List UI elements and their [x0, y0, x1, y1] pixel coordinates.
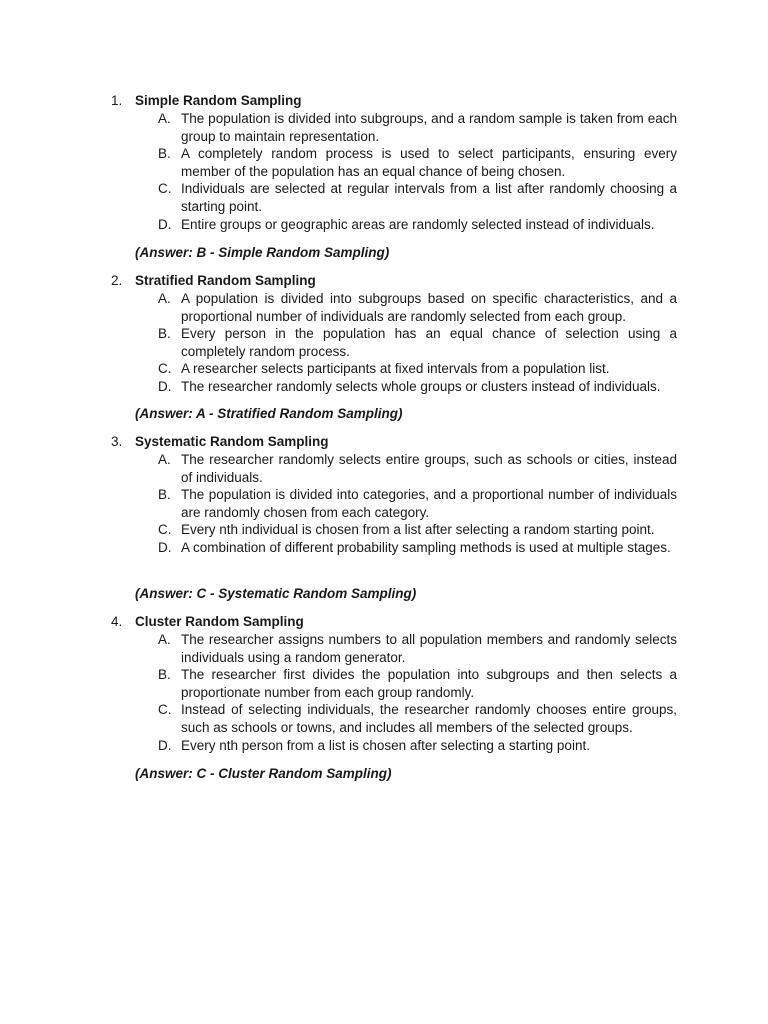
option-text: The population is divided into subgroups, and a random sample is taken from each group to maintain representation. — [181, 111, 677, 144]
option-list — [0, 290, 768, 396]
option-text: The researcher randomly selects whole groups or clusters instead of individuals. — [181, 378, 661, 394]
option-letter: D. — [158, 216, 172, 232]
option-c — [0, 521, 768, 539]
option-text: Every nth person from a list is chosen after selecting a starting point. — [181, 737, 590, 753]
option-letter: A. — [158, 111, 171, 126]
answer-3: (Answer: C - Systematic Random Sampling) — [135, 586, 417, 601]
option-letter: C. — [158, 522, 172, 538]
answer-4: (Answer: C - Cluster Random Sampling) — [135, 766, 392, 781]
option-letter: D. — [158, 737, 172, 753]
option-c — [0, 180, 768, 215]
option-b — [0, 486, 768, 521]
option-letter: B. — [158, 146, 171, 162]
option-text: Entire groups or geographic areas are randomly selected instead of individuals. — [181, 216, 655, 232]
option-d — [0, 539, 768, 557]
option-text: Individuals are selected at regular intervals from a list after randomly choosing a starting point. — [181, 181, 677, 214]
option-letter: C. — [158, 361, 172, 377]
option-d — [0, 737, 768, 755]
option-text: Every nth individual is chosen from a list after selecting a random starting point. — [181, 522, 655, 538]
option-d — [0, 216, 768, 234]
option-b — [0, 145, 768, 180]
option-text: The researcher randomly selects entire groups, such as schools or cities, instead of individuals. — [181, 452, 677, 485]
option-list — [0, 631, 768, 754]
option-a — [0, 290, 768, 325]
option-letter: B. — [158, 326, 171, 342]
option-text: A population is divided into subgroups based on specific characteristics, and a proportional number of individuals are randomly selected from each group. — [181, 291, 677, 324]
option-list — [0, 110, 768, 233]
option-list — [0, 451, 768, 557]
option-text: The researcher assigns numbers to all population members and randomly selects individuals using a random generator. — [181, 632, 677, 665]
question-number: 4. — [111, 614, 123, 629]
option-b — [0, 666, 768, 701]
option-letter: B. — [158, 667, 171, 683]
answer-2: (Answer: A - Stratified Random Sampling) — [135, 406, 403, 421]
question-number: 2. — [111, 273, 123, 288]
option-b — [0, 325, 768, 360]
option-text: A researcher selects participants at fixed intervals from a population list. — [181, 361, 610, 377]
question-title: Simple Random Sampling — [135, 93, 302, 108]
question-title: Systematic Random Sampling — [135, 434, 329, 449]
question-title: Stratified Random Sampling — [135, 273, 316, 288]
option-text: Every person in the population has an equal chance of selection using a completely random process. — [181, 326, 677, 359]
option-letter: C. — [158, 702, 172, 718]
question-number: 1. — [111, 93, 123, 108]
answer-1: (Answer: B - Simple Random Sampling) — [135, 245, 390, 260]
option-text: A combination of different probability sampling methods is used at multiple stages. — [181, 539, 671, 555]
option-text: The population is divided into categories, and a proportional number of individuals are randomly chosen from each category. — [181, 487, 677, 520]
option-c — [0, 701, 768, 736]
option-c — [0, 360, 768, 378]
option-letter: A. — [158, 291, 171, 306]
question-title: Cluster Random Sampling — [135, 614, 304, 629]
option-a — [0, 110, 768, 145]
option-text: The researcher first divides the population into subgroups and then selects a proportionate number from each group randomly. — [181, 667, 677, 700]
option-d — [0, 378, 768, 396]
option-letter: A. — [158, 452, 171, 467]
question-number: 3. — [111, 434, 123, 449]
option-text: Instead of selecting individuals, the researcher randomly chooses entire groups, such as schools or towns, and includes all members of the selected groups. — [181, 702, 677, 735]
option-letter: B. — [158, 487, 171, 503]
option-text: A completely random process is used to select participants, ensuring every member of the population has an equal chance of being chosen. — [181, 146, 677, 179]
option-letter: A. — [158, 632, 171, 647]
option-letter: D. — [158, 539, 172, 555]
option-letter: C. — [158, 181, 172, 197]
option-letter: D. — [158, 378, 172, 394]
option-a — [0, 451, 768, 486]
option-a — [0, 631, 768, 666]
